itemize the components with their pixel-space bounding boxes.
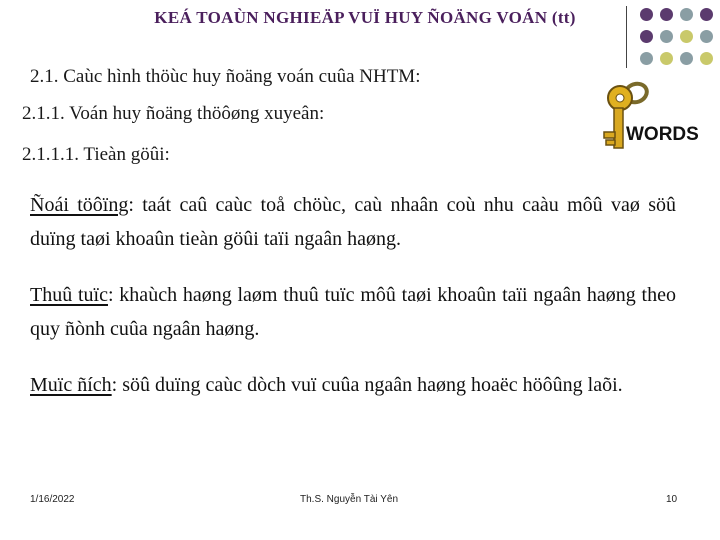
footer-page-number: 10	[666, 494, 678, 505]
decorative-dots-icon	[640, 8, 718, 72]
item-text: : taát caû caùc toå chöùc, caù nhaân coù nhu caàu môû vaø söû duïng taøi khoaûn tieàn göûi taïi ngaân haøng.	[30, 194, 676, 250]
section-heading-2-1: 2.1. Caùc hình thöùc huy ñoäng voán cuûa NHTM:	[30, 66, 421, 87]
item-term: Thuû tuïc	[30, 284, 108, 306]
item-text: : söû duïng caùc dòch vuï cuûa ngaân haøng hoaëc höôûng laõi.	[111, 374, 623, 396]
section-heading-2-1-1: 2.1.1. Voán huy ñoäng thöôøng xuyeân:	[22, 103, 325, 124]
footer-author: Th.S. Nguyễn Tài Yên	[300, 494, 399, 505]
slide-title: KEÁ TOAÙN NGHIEÄP VUÏ HUY ÑOÄNG VOÁN (tt)	[154, 8, 576, 27]
footer-date: 1/16/2022	[30, 494, 75, 505]
list-item	[30, 278, 676, 346]
list-item	[30, 188, 676, 256]
section-heading-2-1-1-1: 2.1.1.1. Tieàn göûi:	[22, 144, 170, 165]
list-item	[30, 368, 676, 402]
item-text: : khaùch haøng laøm thuû tuïc môû taøi khoaûn taïi ngaân haøng theo quy ñònh cuûa ngaân haøng.	[30, 284, 676, 340]
title-divider	[626, 6, 627, 68]
item-term: Ñoái töôïng	[30, 194, 129, 216]
item-term: Muïc ñích	[30, 374, 112, 396]
key-words-logo-icon	[592, 76, 708, 156]
logo-text: WORDS	[626, 124, 699, 145]
